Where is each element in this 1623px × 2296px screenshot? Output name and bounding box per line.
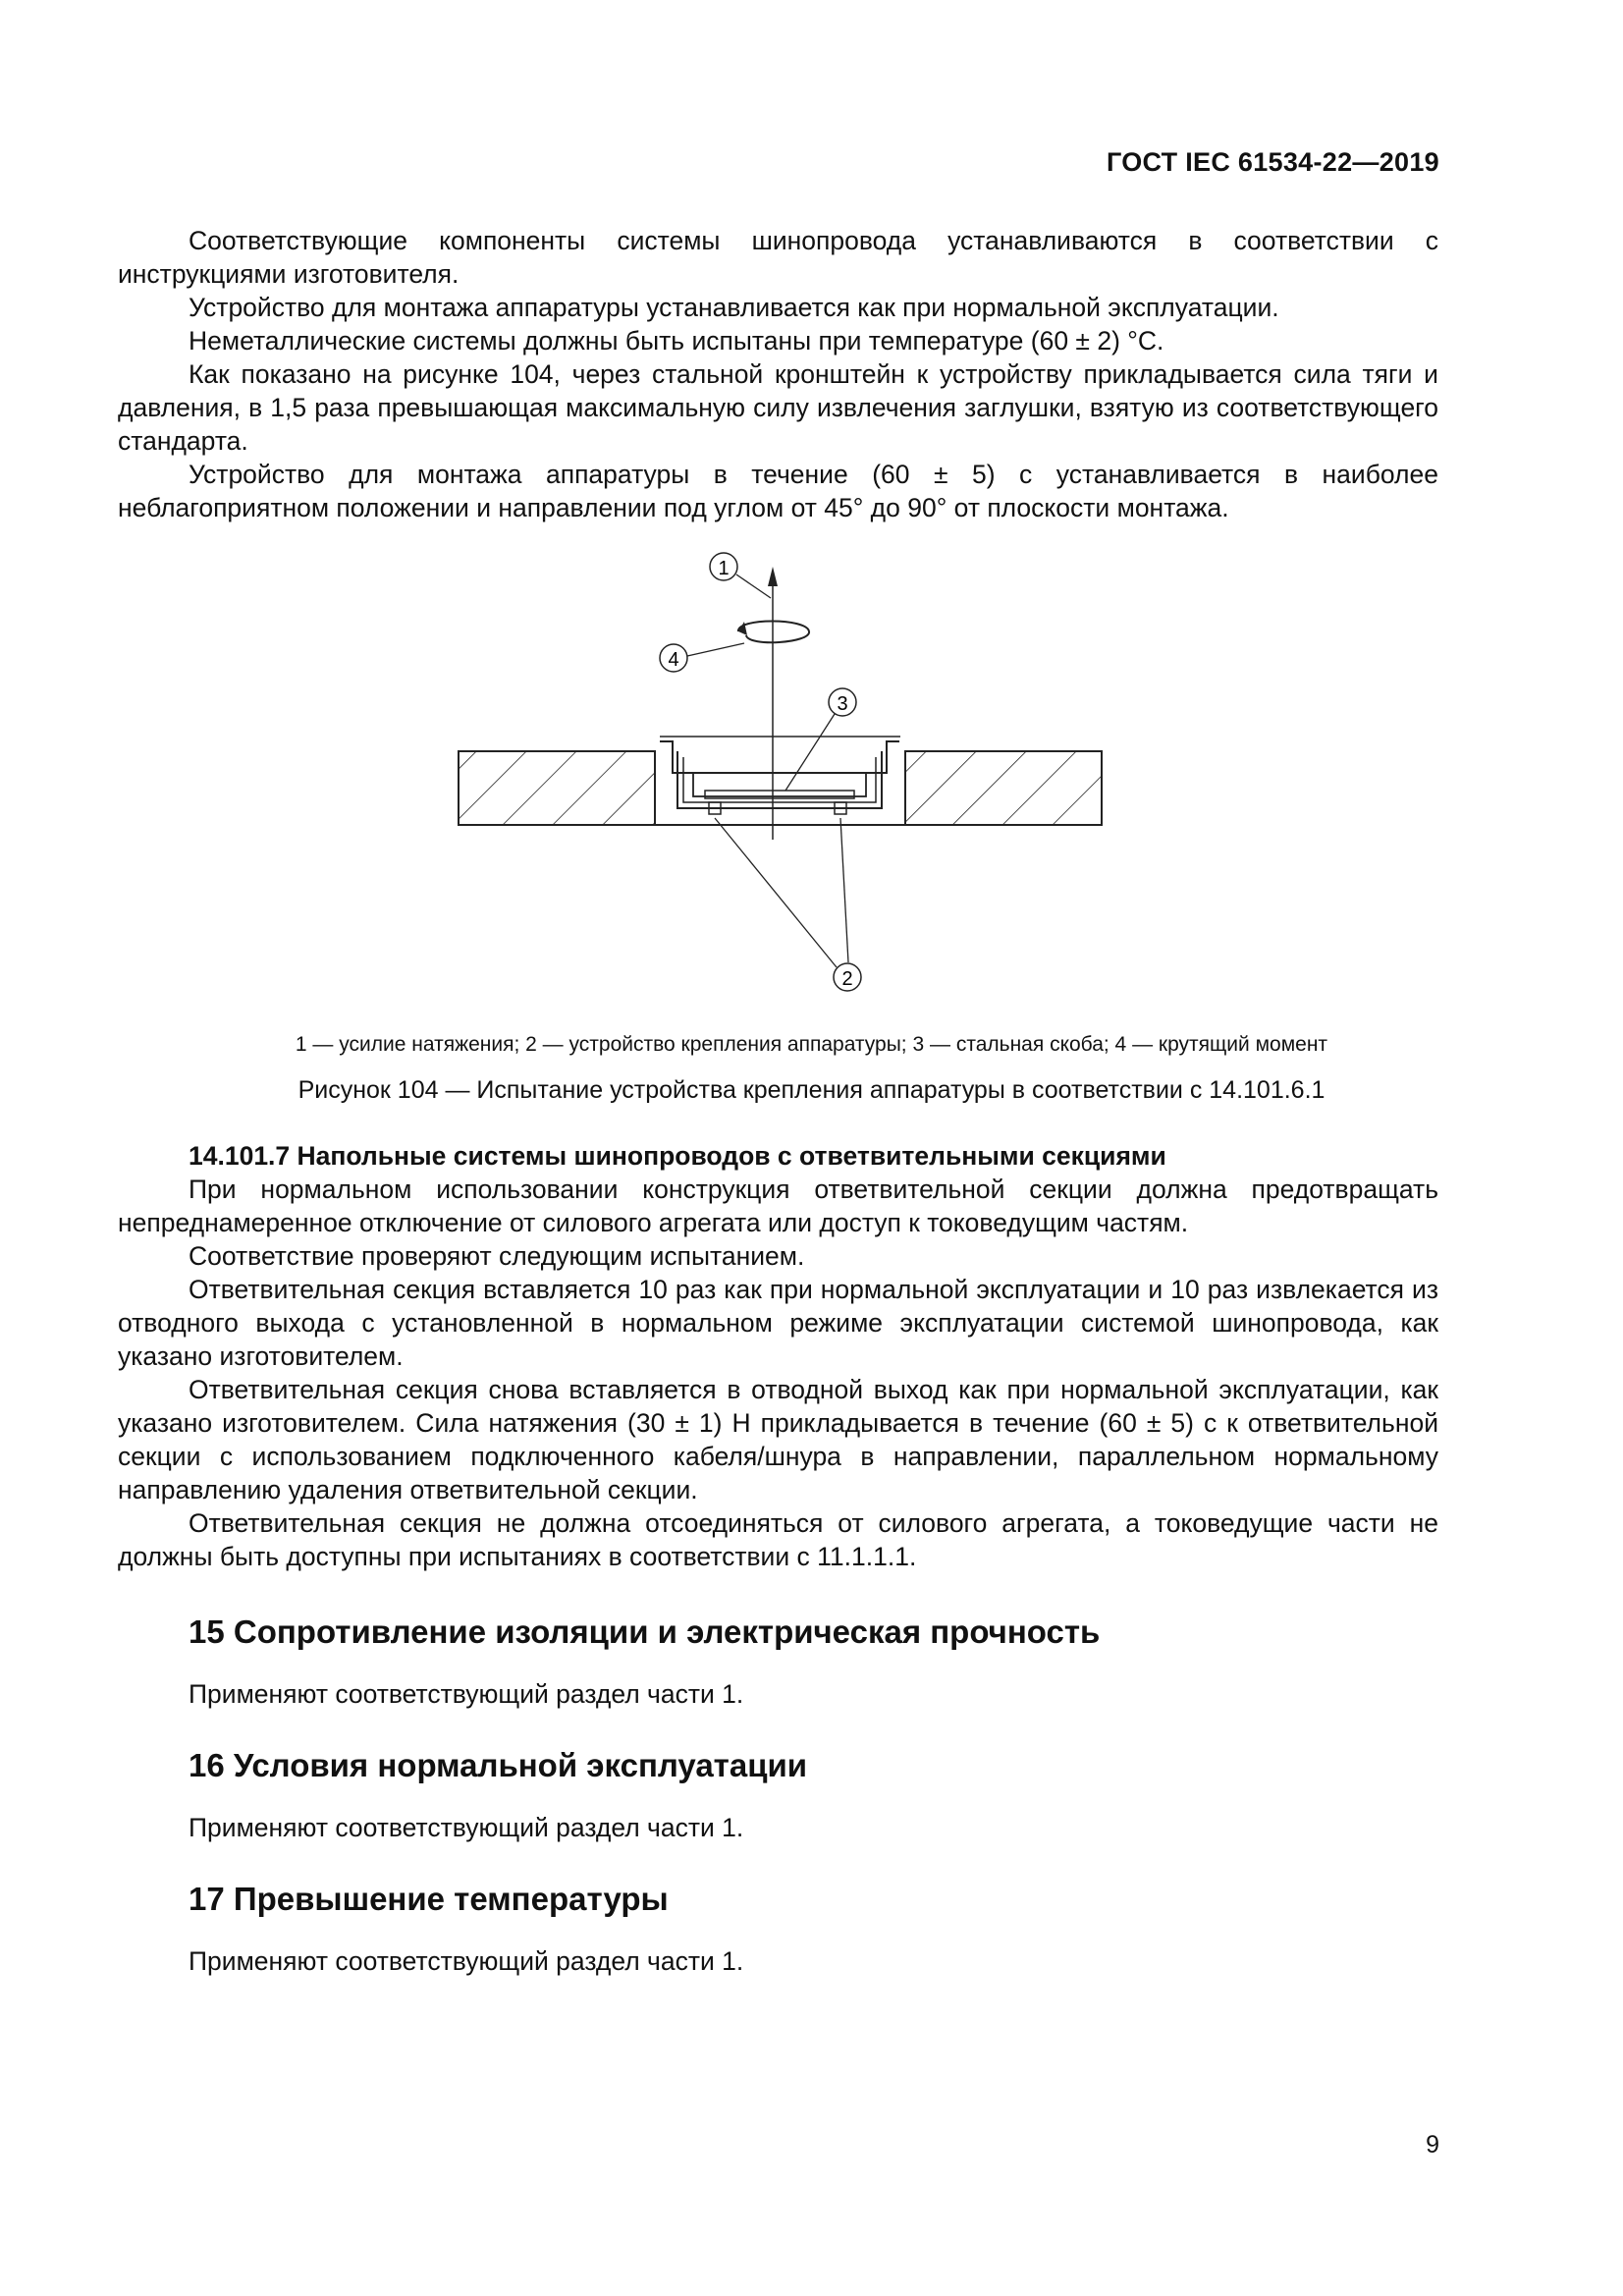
section-text: Применяют соответствующий раздел части 1. bbox=[189, 1946, 744, 1976]
section-14-101-7 bbox=[118, 1139, 1438, 1573]
paragraph: Неметаллические системы должны быть испытаны при температуре (60 ± 2) °С. bbox=[189, 326, 1164, 355]
intro-text bbox=[118, 224, 1438, 524]
fixing-device-test-diagram bbox=[432, 545, 1119, 1007]
section-text: Применяют соответствующий раздел части 1. bbox=[189, 1813, 744, 1842]
torque-arrow bbox=[738, 622, 809, 643]
section-heading: 15 Сопротивление изоляции и электрическая прочность bbox=[189, 1613, 1101, 1650]
paragraph: Соответствие проверяют следующим испытанием. bbox=[189, 1241, 805, 1271]
section-16 bbox=[118, 1746, 1438, 1844]
callout-4-label: 4 bbox=[668, 649, 679, 671]
callout-2-label: 2 bbox=[841, 968, 853, 990]
section-heading: 16 Условия нормальной эксплуатации bbox=[189, 1747, 808, 1783]
subsection-heading: 14.101.7 Напольные системы шинопроводов с ответвительными секциями bbox=[189, 1141, 1166, 1171]
paragraph: Ответвительная секция не должна отсоединяться от силового агрегата, а токоведущие части не должны быть доступны при испытаниях в соответствии с 11.1.1.1. bbox=[118, 1508, 1438, 1571]
document-code-header: ГОСТ IEC 61534-22—2019 bbox=[1106, 147, 1439, 177]
section-17 bbox=[118, 1880, 1438, 1978]
figure-104 bbox=[432, 545, 1119, 1007]
paragraph: Устройство для монтажа аппаратуры в течение (60 ± 5) с устанавливается в наиболее неблагоприятном положении и направлении под углом от 45° до 90° от плоскости монтажа. bbox=[118, 460, 1438, 522]
callout-1-label: 1 bbox=[718, 558, 730, 579]
paragraph: Как показано на рисунке 104, через стальной кронштейн к устройству прикладывается сила тяги и давления, в 1,5 раза превышающая максимальную силу извлечения заглушки, взятую из соответствующего стандарта. bbox=[118, 359, 1438, 456]
callout-3-label: 3 bbox=[837, 693, 848, 715]
paragraph: Ответвительная секция снова вставляется в отводной выход как при нормальной эксплуатации, как указано изготовителем. Сила натяжения (30 ± 1) Н прикладывается в течение (60 ± 5) с к ответвительной секции с использованием подключенного кабеля/шнура в направлении, параллельном нормальному направлению удаления ответвительной секции. bbox=[118, 1375, 1438, 1504]
paragraph: Соответствующие компоненты системы шинопровода устанавливаются в соответствии с инструкциями изготовителя. bbox=[118, 226, 1438, 289]
paragraph: Ответвительная секция вставляется 10 раз как при нормальной эксплуатации и 10 раз извлекается из отводного выхода с установленной в нормальном режиме эксплуатации системой шинопровода, как указано изготовителем. bbox=[118, 1275, 1438, 1371]
figure-caption: Рисунок 104 — Испытание устройства крепления аппаратуры в соответствии с 14.101.6.1 bbox=[298, 1076, 1325, 1104]
pull-arrow bbox=[768, 567, 778, 586]
right-floor-slab bbox=[905, 751, 1102, 825]
section-15 bbox=[118, 1613, 1438, 1711]
left-floor-slab bbox=[459, 751, 655, 825]
section-heading: 17 Превышение температуры bbox=[189, 1881, 669, 1917]
page-number: 9 bbox=[1426, 2131, 1439, 2159]
paragraph: При нормальном использовании конструкция ответвительной секции должна предотвращать непреднамеренное отключение от силового агрегата или доступ к токоведущим частям. bbox=[118, 1175, 1438, 1237]
figure-legend: 1 — усилие натяжения; 2 — устройство крепления аппаратуры; 3 — стальная скоба; 4 — крутящий момент bbox=[295, 1033, 1328, 1056]
paragraph: Устройство для монтажа аппаратуры устанавливается как при нормальной эксплуатации. bbox=[189, 293, 1279, 322]
section-text: Применяют соответствующий раздел части 1. bbox=[189, 1679, 744, 1709]
